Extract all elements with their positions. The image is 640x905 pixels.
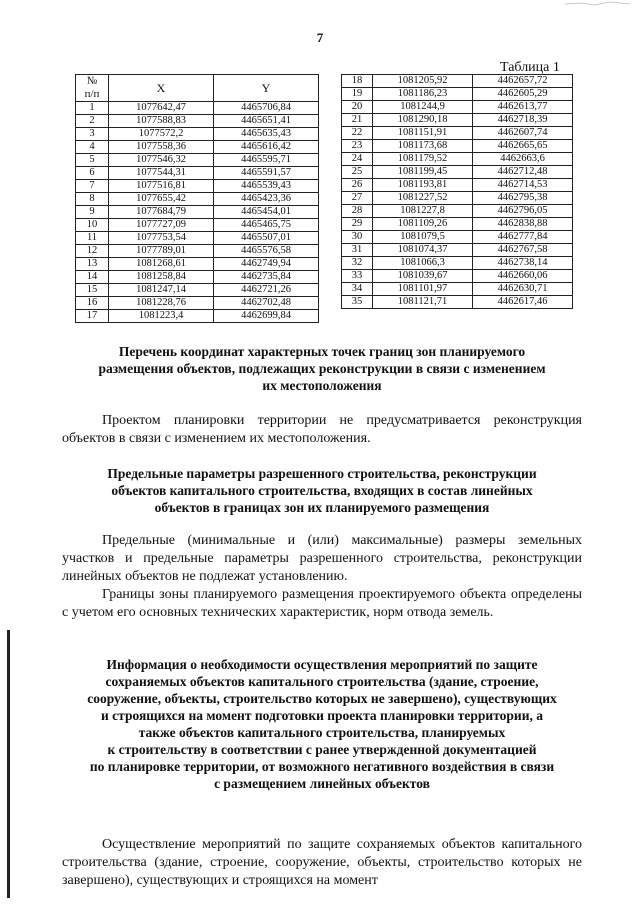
x-coordinate-cell: 1081244,9 [373,101,473,114]
section2-paragraph-2 [62,586,582,622]
table-row [342,166,573,179]
heading-line: к строительству в соответствии с ранее утвержденной документацией [107,742,537,757]
row-number-cell: 21 [342,114,373,127]
y-coordinate-cell: 4465706,84 [214,102,319,115]
heading-line: размещения объектов, подлежащих реконструкции в связи с изменением [98,361,546,376]
section3-paragraph-text: Осуществление мероприятий по защите сохраняемых объектов капитального строительства (здание, строение, сооружение, объекты, строительство которых не завершено), существующих и строящихся на момент [62,837,582,888]
row-number-cell: 33 [342,270,373,283]
y-coordinate-cell: 4465539,43 [214,180,319,193]
x-coordinate-cell: 1081268,61 [109,258,214,271]
y-coordinate-cell: 4462665,65 [473,140,573,153]
row-number-cell: 1 [76,102,109,115]
y-coordinate-cell: 4462738,14 [473,257,573,270]
y-coordinate-cell: 4462735,84 [214,271,319,284]
heading-line: Предельные параметры разрешенного строительства, реконструкции [107,466,537,481]
row-number-cell: 20 [342,101,373,114]
table-row [76,128,319,141]
row-number-cell: 7 [76,180,109,193]
heading-line: Перечень координат характерных точек границ зон планируемого [118,344,526,359]
left-table-body [76,102,319,323]
row-number-cell: 8 [76,193,109,206]
heading-line: их местоположения [262,378,382,393]
x-coordinate-cell: 1081101,97 [373,283,473,296]
y-coordinate-cell: 4462630,71 [473,283,573,296]
x-coordinate-cell: 1081227,52 [373,192,473,205]
table-row [342,244,573,257]
y-coordinate-cell: 4465465,75 [214,219,319,232]
y-coordinate-cell: 4462796,05 [473,205,573,218]
row-number-cell: 27 [342,192,373,205]
y-coordinate-cell: 4465616,42 [214,141,319,154]
x-coordinate-cell: 1077642,47 [109,102,214,115]
row-number-cell: 16 [76,297,109,310]
x-coordinate-cell: 1081247,14 [109,284,214,297]
table-row [76,180,319,193]
row-number-cell: 4 [76,141,109,154]
heading-line: Информация о необходимости осуществления мероприятий по защите [106,657,538,672]
row-number-cell: 14 [76,271,109,284]
y-coordinate-cell: 4462663,6 [473,153,573,166]
table-row [76,167,319,180]
y-coordinate-cell: 4462660,06 [473,270,573,283]
header-number-pp: п/п [84,88,100,100]
y-coordinate-cell: 4462777,84 [473,231,573,244]
heading-line: по планировке территории, от возможного негативного воздействия в связи [89,759,555,774]
section2-paragraph-1 [62,532,582,586]
table-row [342,75,573,88]
y-coordinate-cell: 4462702,48 [214,297,319,310]
table-row [342,231,573,244]
table-row [76,232,319,245]
table-header-row [76,75,319,102]
table-row [342,179,573,192]
row-number-cell: 19 [342,88,373,101]
row-number-cell: 11 [76,232,109,245]
x-coordinate-cell: 1077684,79 [109,206,214,219]
row-number-cell: 26 [342,179,373,192]
table-row [76,310,319,323]
row-number-cell: 12 [76,245,109,258]
table-row [342,270,573,283]
section2-paragraph-1-text: Предельные (минимальные и (или) максимальные) размеры земельных участков и предельные параметры разрешенного строительства, реконструкции линейных объектов не подлежат установлению. [62,533,582,584]
row-number-cell: 31 [342,244,373,257]
header-number [76,75,109,102]
x-coordinate-cell: 1081223,4 [109,310,214,323]
heading-line: объектов в границах зон их планируемого размещения [154,500,490,515]
row-number-cell: 5 [76,154,109,167]
x-coordinate-cell: 1081199,45 [373,166,473,179]
x-coordinate-cell: 1077558,36 [109,141,214,154]
heading-line: также объектов капитального строительства, планируемых [138,725,506,740]
heading-line: сооружение, объекты, строительство которых не завершено), существующих [87,691,557,706]
x-coordinate-cell: 1081290,18 [373,114,473,127]
row-number-cell: 3 [76,128,109,141]
header-number-sign: № [86,75,98,87]
x-coordinate-cell: 1077753,54 [109,232,214,245]
y-coordinate-cell: 4462795,38 [473,192,573,205]
y-coordinate-cell: 4462607,74 [473,127,573,140]
margin-line [7,630,10,898]
right-table-body [342,75,573,309]
y-coordinate-cell: 4465423,36 [214,193,319,206]
header-y: Y [214,75,319,102]
x-coordinate-cell: 1077655,42 [109,193,214,206]
y-coordinate-cell: 4462613,77 [473,101,573,114]
section3-heading [62,656,582,792]
heading-line: объектов капитального строительства, входящих в состав линейных [111,483,533,498]
row-number-cell: 25 [342,166,373,179]
row-number-cell: 18 [342,75,373,88]
table-row [342,127,573,140]
y-coordinate-cell: 4462617,46 [473,296,573,309]
table-row [342,296,573,309]
row-number-cell: 17 [76,310,109,323]
row-number-cell: 22 [342,127,373,140]
y-coordinate-cell: 4465576,58 [214,245,319,258]
y-coordinate-cell: 4465507,01 [214,232,319,245]
heading-line: сохраняемых объектов капитального строительства (здание, строение, [105,674,539,689]
y-coordinate-cell: 4462605,29 [473,88,573,101]
row-number-cell: 29 [342,218,373,231]
coordinates-table-right [341,74,573,309]
table-row [342,192,573,205]
table-row [342,257,573,270]
row-number-cell: 6 [76,167,109,180]
y-coordinate-cell: 4462767,58 [473,244,573,257]
x-coordinate-cell: 1081151,91 [373,127,473,140]
row-number-cell: 24 [342,153,373,166]
section2-heading [62,465,582,516]
heading-line: и строящихся на момент подготовки проекта планировки территории, а [101,708,543,723]
table-row [76,284,319,297]
header-x: X [109,75,214,102]
section1-heading [62,343,582,394]
table-row [76,193,319,206]
x-coordinate-cell: 1077588,83 [109,115,214,128]
x-coordinate-cell: 1081079,5 [373,231,473,244]
row-number-cell: 32 [342,257,373,270]
x-coordinate-cell: 1077546,32 [109,154,214,167]
x-coordinate-cell: 1081205,92 [373,75,473,88]
table-row [76,154,319,167]
x-coordinate-cell: 1081173,68 [373,140,473,153]
x-coordinate-cell: 1081039,67 [373,270,473,283]
table-row [76,258,319,271]
x-coordinate-cell: 1077789,01 [109,245,214,258]
y-coordinate-cell: 4462718,39 [473,114,573,127]
table-caption: Таблица 1 [500,60,560,75]
row-number-cell: 23 [342,140,373,153]
page-number: 7 [316,30,324,45]
row-number-cell: 28 [342,205,373,218]
row-number-cell: 34 [342,283,373,296]
x-coordinate-cell: 1081193,81 [373,179,473,192]
x-coordinate-cell: 1077572,2 [109,128,214,141]
x-coordinate-cell: 1081227,8 [373,205,473,218]
table-row [76,115,319,128]
row-number-cell: 35 [342,296,373,309]
row-number-cell: 10 [76,219,109,232]
table-row [342,114,573,127]
table-row [76,297,319,310]
y-coordinate-cell: 4462712,48 [473,166,573,179]
row-number-cell: 9 [76,206,109,219]
x-coordinate-cell: 1081186,23 [373,88,473,101]
row-number-cell: 15 [76,284,109,297]
coordinates-table-left [75,74,319,323]
row-number-cell: 30 [342,231,373,244]
x-coordinate-cell: 1081121,71 [373,296,473,309]
table-row [342,283,573,296]
table-row [342,218,573,231]
y-coordinate-cell: 4465591,57 [214,167,319,180]
heading-line: с размещением линейных объектов [214,776,430,791]
y-coordinate-cell: 4462749,94 [214,258,319,271]
y-coordinate-cell: 4465651,41 [214,115,319,128]
x-coordinate-cell: 1081258,84 [109,271,214,284]
table-row [76,271,319,284]
section1-paragraph [62,412,582,448]
scan-artifact-mark [560,0,640,8]
table-row [76,206,319,219]
x-coordinate-cell: 1081074,37 [373,244,473,257]
x-coordinate-cell: 1081109,26 [373,218,473,231]
x-coordinate-cell: 1081228,76 [109,297,214,310]
table-row [342,153,573,166]
x-coordinate-cell: 1077727,09 [109,219,214,232]
section1-paragraph-text: Проектом планировки территории не предусматривается реконструкция объектов в связи с изменением их местоположения. [62,413,582,446]
y-coordinate-cell: 4465454,01 [214,206,319,219]
y-coordinate-cell: 4465595,71 [214,154,319,167]
table-row [342,205,573,218]
section3-paragraph [62,836,582,890]
y-coordinate-cell: 4462721,26 [214,284,319,297]
row-number-cell: 2 [76,115,109,128]
y-coordinate-cell: 4462714,53 [473,179,573,192]
section2-paragraph-2-text: Границы зоны планируемого размещения проектируемого объекта определены с учетом его основных технических характеристик, норм отвода земель. [62,587,582,620]
table-row [76,141,319,154]
y-coordinate-cell: 4462838,88 [473,218,573,231]
y-coordinate-cell: 4465635,43 [214,128,319,141]
x-coordinate-cell: 1081066,3 [373,257,473,270]
table-row [342,140,573,153]
table-row [76,219,319,232]
table-row [76,102,319,115]
table-row [342,101,573,114]
table-row [76,245,319,258]
row-number-cell: 13 [76,258,109,271]
x-coordinate-cell: 1077544,31 [109,167,214,180]
x-coordinate-cell: 1077516,81 [109,180,214,193]
y-coordinate-cell: 4462699,84 [214,310,319,323]
table-row [342,88,573,101]
y-coordinate-cell: 4462657,72 [473,75,573,88]
x-coordinate-cell: 1081179,52 [373,153,473,166]
